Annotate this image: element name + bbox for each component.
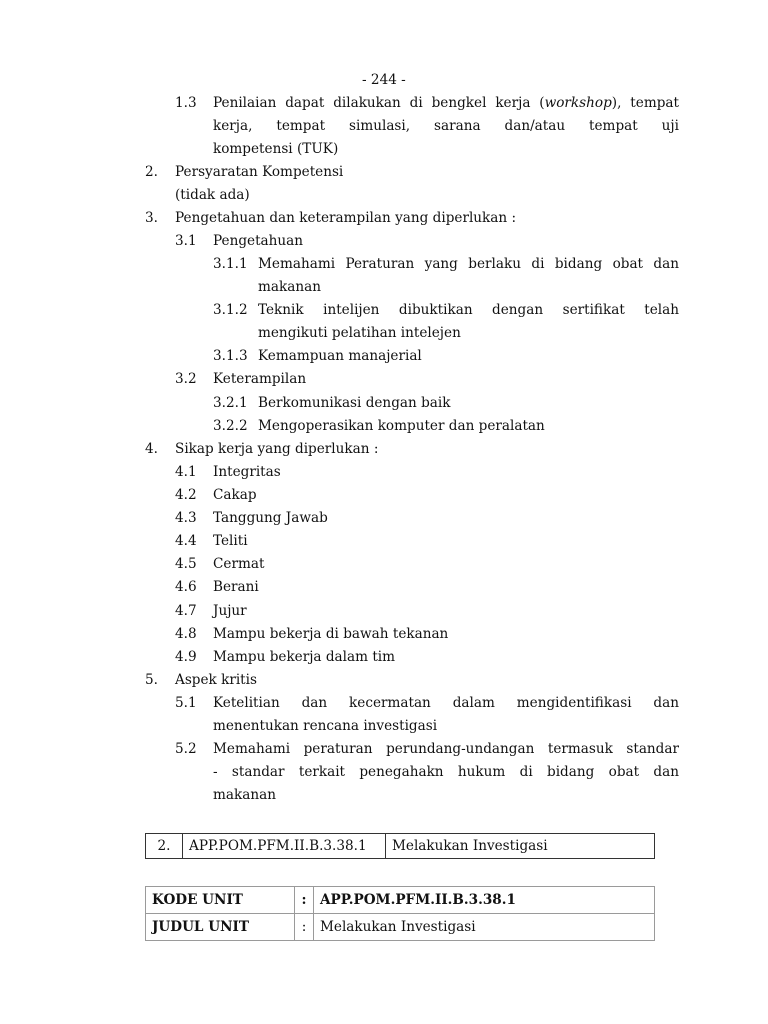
item-text: Kemampuan manajerial — [258, 348, 422, 364]
list-item: Cermat — [213, 556, 265, 572]
list-item-number: 4.4 — [175, 533, 197, 549]
table-row — [146, 887, 655, 914]
item-1-3-line: kompetensi (TUK) — [213, 141, 339, 157]
section-title: Persyaratan Kompetensi — [175, 164, 344, 180]
section-note: (tidak ada) — [175, 187, 250, 203]
item-number: 3.2.1 — [213, 395, 248, 411]
judul-unit-value: Melakukan Investigasi — [314, 914, 655, 941]
item-text: makanan — [213, 787, 276, 803]
list-item-number: 4.1 — [175, 464, 197, 480]
list-item: Berani — [213, 579, 259, 595]
list-item: Tanggung Jawab — [213, 510, 328, 526]
item-number: 1.3 — [175, 95, 197, 111]
section-number: 3. — [145, 210, 158, 226]
item-number: 3.1.2 — [213, 302, 248, 318]
item-text: Mengoperasikan komputer dan peralatan — [258, 418, 545, 434]
page-number: - 244 - — [362, 72, 406, 88]
unit-row-title: Melakukan Investigasi — [386, 834, 655, 859]
list-item: Cakap — [213, 487, 257, 503]
item-1-3-line — [213, 95, 679, 111]
item-text: Memahami Peraturan yang berlaku di bidang obat dan — [258, 256, 679, 272]
subsection-title: Pengetahuan — [213, 233, 304, 249]
list-item-number: 4.7 — [175, 603, 197, 619]
list-item: Integritas — [213, 464, 281, 480]
kode-unit-value: APP.POM.PFM.II.B.3.38.1 — [314, 887, 655, 914]
judul-unit-label: JUDUL UNIT — [146, 914, 295, 941]
table-row — [146, 834, 655, 859]
item-1-3-line: kerja, tempat simulasi, sarana dan/atau tempat uji — [213, 118, 679, 134]
list-item: Jujur — [213, 603, 247, 619]
unit-row-number: 2. — [146, 834, 183, 859]
unit-row-table — [145, 833, 655, 859]
item-number: 5.1 — [175, 695, 197, 711]
kode-unit-label: KODE UNIT — [146, 887, 295, 914]
section-title: Aspek kritis — [175, 672, 257, 688]
item-text: - standar terkait penegahakn hukum di bidang obat dan — [213, 764, 679, 780]
list-item: Mampu bekerja dalam tim — [213, 649, 396, 665]
item-text: Memahami peraturan perundang-undangan termasuk standar — [213, 741, 679, 757]
item-text: mengikuti pelatihan intelejen — [258, 325, 461, 341]
section-title: Sikap kerja yang diperlukan : — [175, 441, 379, 457]
kode-unit-separator: : — [295, 887, 314, 914]
list-item-number: 4.8 — [175, 626, 197, 642]
table-row — [146, 914, 655, 941]
item-text: menentukan rencana investigasi — [213, 718, 438, 734]
subsection-title: Keterampilan — [213, 371, 307, 387]
item-text: Ketelitian dan kecermatan dalam mengidentifikasi dan — [213, 695, 679, 711]
list-item: Teliti — [213, 533, 248, 549]
item-text: ), tempat — [611, 95, 679, 111]
list-item-number: 4.2 — [175, 487, 197, 503]
item-text: makanan — [258, 279, 321, 295]
section-title: Pengetahuan dan keterampilan yang diperlukan : — [175, 210, 517, 226]
unit-row-code: APP.POM.PFM.II.B.3.38.1 — [183, 834, 386, 859]
item-text: Berkomunikasi dengan baik — [258, 395, 451, 411]
item-number: 3.2.2 — [213, 418, 248, 434]
item-text-italic: workshop — [544, 95, 612, 111]
list-item-number: 4.9 — [175, 649, 197, 665]
judul-unit-separator: : — [295, 914, 314, 941]
item-number: 3.1.3 — [213, 348, 248, 364]
list-item: Mampu bekerja di bawah tekanan — [213, 626, 449, 642]
section-number: 2. — [145, 164, 158, 180]
list-item-number: 4.3 — [175, 510, 197, 526]
list-item-number: 4.5 — [175, 556, 197, 572]
subsection-number: 3.1 — [175, 233, 197, 249]
section-number: 4. — [145, 441, 158, 457]
item-text: Penilaian dapat dilakukan di bengkel kerja ( — [213, 95, 545, 111]
subsection-number: 3.2 — [175, 371, 197, 387]
list-item-number: 4.6 — [175, 579, 197, 595]
unit-header-table — [145, 886, 655, 941]
item-text: Teknik intelijen dibuktikan dengan sertifikat telah — [258, 302, 679, 318]
item-number: 3.1.1 — [213, 256, 248, 272]
item-number: 5.2 — [175, 741, 197, 757]
section-number: 5. — [145, 672, 158, 688]
